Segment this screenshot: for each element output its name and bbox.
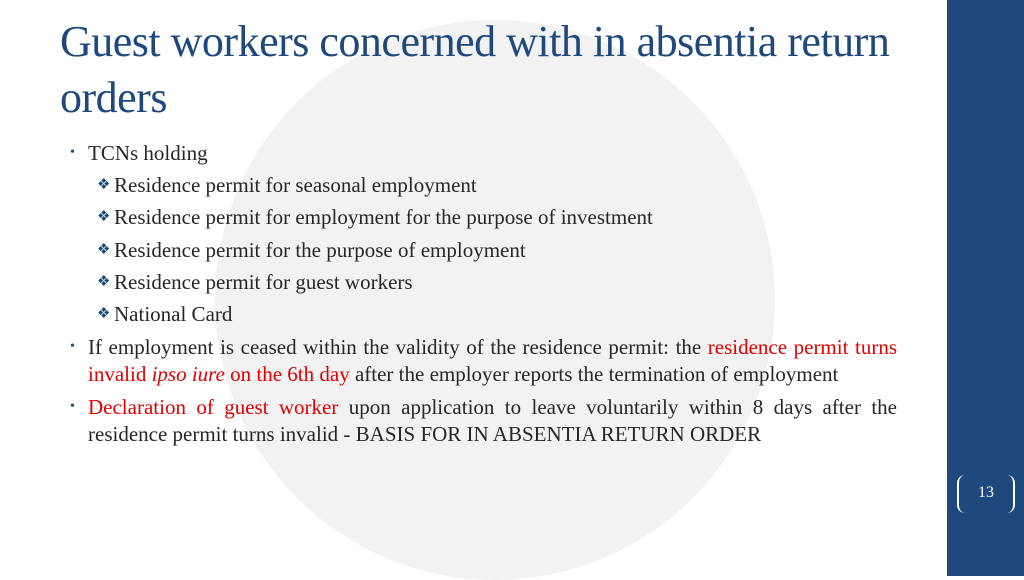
slide-title: Guest workers concerned with in absentia return orders bbox=[60, 17, 890, 122]
diamond-cluster-icon: ❖ bbox=[97, 241, 111, 258]
bullet-dot-icon: • bbox=[70, 399, 75, 415]
diamond-cluster-icon: ❖ bbox=[97, 273, 111, 290]
page-number: 13 bbox=[957, 475, 1015, 513]
diamond-cluster-icon: ❖ bbox=[97, 209, 111, 226]
diamond-cluster-icon: ❖ bbox=[97, 177, 111, 193]
slide-content bbox=[70, 140, 897, 447]
list-item: ❖ Residence permit for seasonal employment bbox=[70, 169, 897, 201]
list-item: ❖ Residence permit for the purpose of employment bbox=[70, 234, 897, 266]
bullet-dot-icon: • bbox=[70, 339, 75, 355]
bullet-declaration: • Declaration of guest worker upon application to leave voluntarily within 8 days after the residence permit turns invalid - BASIS FOR IN ABSENTIA RETURN ORDER bbox=[70, 395, 897, 446]
list-item: ❖ Residence permit for guest workers bbox=[70, 266, 897, 298]
bullet-text: TCNs holding bbox=[88, 141, 208, 165]
bullet-tcns-holding bbox=[70, 140, 897, 166]
list-item: ❖ National Card bbox=[70, 298, 897, 330]
bullet-employment-ceased: • If employment is ceased within the validity of the residence permit: the residence permit turns invalid ipso iure on the 6th day after the employer reports the termination of employment bbox=[70, 335, 897, 386]
bullet-dot-icon: • bbox=[70, 145, 75, 160]
list-item: ❖ Residence permit for employment for the purpose of investment bbox=[70, 201, 897, 233]
diamond-cluster-icon: ❖ bbox=[97, 306, 111, 323]
